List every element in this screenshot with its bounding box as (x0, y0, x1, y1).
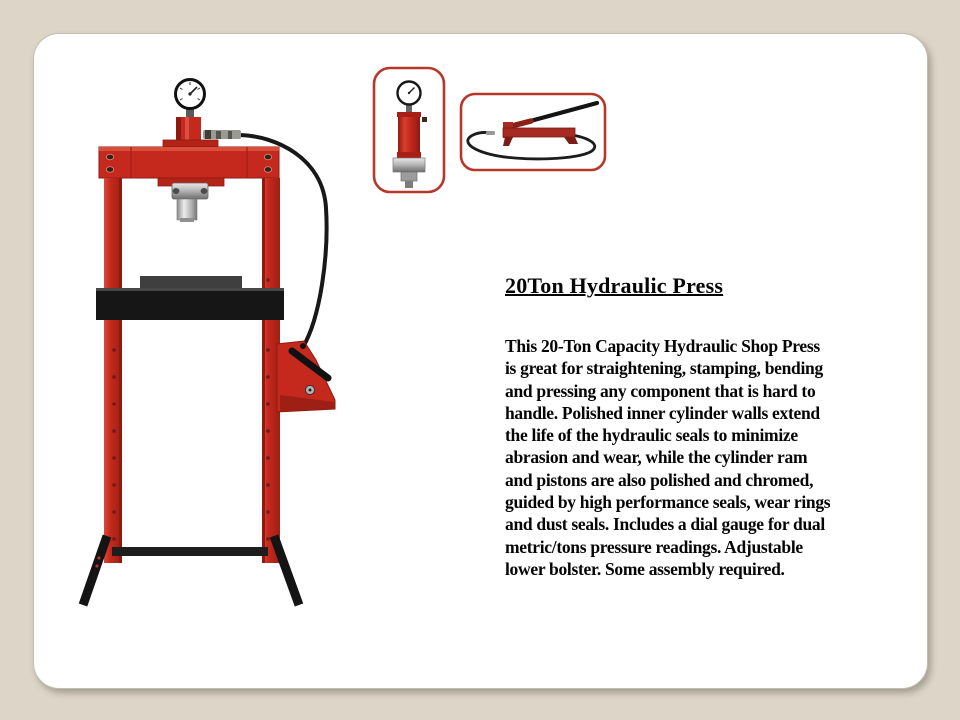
description-line: and pistons are also polished and chromed, (505, 469, 814, 490)
description-line: and dust seals. Includes a dial gauge for dual (505, 514, 825, 535)
inset-pump-image (459, 92, 607, 172)
description-line: guided by high performance seals, wear rings (505, 492, 831, 513)
description-line: abrasion and wear, while the cylinder ram (505, 447, 808, 468)
top-crossbeam (99, 147, 279, 178)
description-line: lower bolster. Some assembly required. (505, 558, 785, 579)
inset-cylinder-image (372, 66, 446, 194)
pressure-gauge (176, 80, 205, 123)
product-text-block (505, 272, 895, 580)
description-line: and pressing any component that is hard to (505, 380, 816, 401)
description-line: is great for straightening, stamping, bending (505, 358, 823, 379)
frame-columns (104, 178, 280, 563)
description-line: handle. Polished inner cylinder walls extend (505, 402, 820, 423)
product-description (505, 335, 895, 580)
attached-hand-pump (277, 341, 335, 412)
ram-assembly (158, 178, 224, 222)
description-line: This 20-Ton Capacity Hydraulic Shop Press (505, 336, 820, 356)
hydraulic-press-image (58, 50, 358, 625)
work-table-bolster (96, 276, 284, 320)
description-line: metric/tons pressure readings. Adjustable (505, 536, 803, 557)
description-line: the life of the hydraulic seals to minimize (505, 425, 798, 446)
product-title: 20Ton Hydraulic Press (505, 273, 724, 298)
